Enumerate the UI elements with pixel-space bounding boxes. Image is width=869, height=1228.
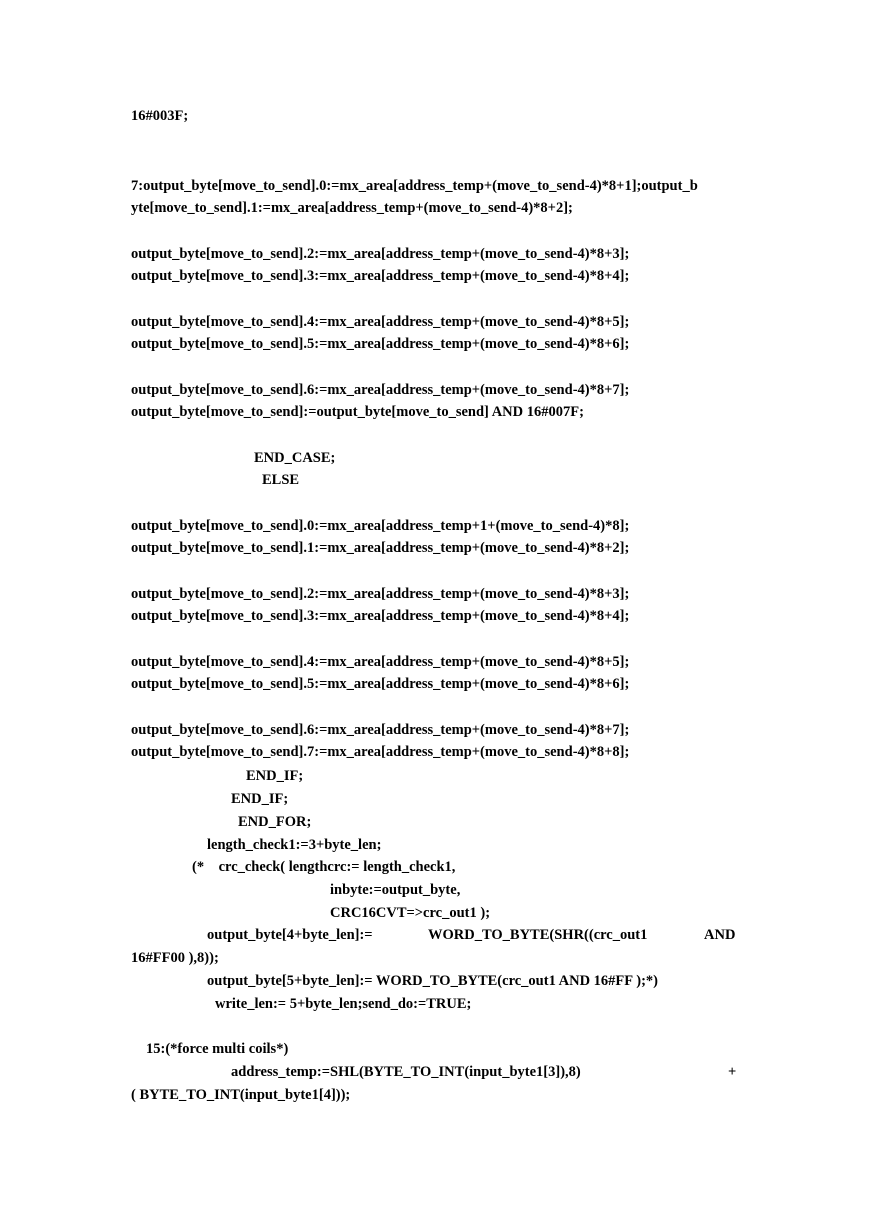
code-line: + — [728, 1064, 737, 1080]
code-line: output_byte[move_to_send].1:=mx_area[address_temp+(move_to_send-4)*8+2]; — [131, 540, 630, 556]
code-line: output_byte[move_to_send].4:=mx_area[address_temp+(move_to_send-4)*8+5]; — [131, 314, 630, 330]
code-line: write_len:= 5+byte_len;send_do:=TRUE; — [215, 996, 472, 1012]
code-line: ( BYTE_TO_INT(input_byte1[4])); — [131, 1087, 351, 1103]
code-line: output_byte[move_to_send].4:=mx_area[address_temp+(move_to_send-4)*8+5]; — [131, 654, 630, 670]
code-line: output_byte[5+byte_len]:= WORD_TO_BYTE(crc_out1 AND 16#FF );*) — [207, 973, 658, 989]
code-line: inbyte:=output_byte, — [330, 882, 461, 898]
code-line: END_IF; — [231, 791, 289, 807]
code-line: output_byte[move_to_send].3:=mx_area[address_temp+(move_to_send-4)*8+4]; — [131, 608, 630, 624]
code-line: output_byte[move_to_send].0:=mx_area[address_temp+1+(move_to_send-4)*8]; — [131, 518, 630, 534]
code-line: output_byte[move_to_send].5:=mx_area[address_temp+(move_to_send-4)*8+6]; — [131, 336, 630, 352]
code-line: output_byte[move_to_send].6:=mx_area[address_temp+(move_to_send-4)*8+7]; — [131, 722, 630, 738]
code-line: output_byte[move_to_send]:=output_byte[move_to_send] AND 16#007F; — [131, 404, 584, 420]
code-line: output_byte[move_to_send].2:=mx_area[address_temp+(move_to_send-4)*8+3]; — [131, 586, 630, 602]
code-line: output_byte[4+byte_len]:= — [207, 927, 373, 943]
code-line: END_FOR; — [238, 814, 312, 830]
code-line: length_check1:=3+byte_len; — [207, 837, 382, 853]
code-line: yte[move_to_send].1:=mx_area[address_temp+(move_to_send-4)*8+2]; — [131, 200, 573, 216]
code-line: 16#003F; — [131, 108, 189, 124]
code-line: output_byte[move_to_send].2:=mx_area[address_temp+(move_to_send-4)*8+3]; — [131, 246, 630, 262]
code-line: output_byte[move_to_send].3:=mx_area[address_temp+(move_to_send-4)*8+4]; — [131, 268, 630, 284]
code-line: END_CASE; — [254, 450, 336, 466]
code-line: 16#FF00 ),8)); — [131, 950, 219, 966]
code-line: output_byte[move_to_send].5:=mx_area[address_temp+(move_to_send-4)*8+6]; — [131, 676, 630, 692]
code-line: output_byte[move_to_send].7:=mx_area[address_temp+(move_to_send-4)*8+8]; — [131, 744, 630, 760]
code-line: WORD_TO_BYTE(SHR((crc_out1 — [428, 927, 648, 943]
code-line: END_IF; — [246, 768, 304, 784]
code-line: (* crc_check( lengthcrc:= length_check1, — [192, 859, 456, 875]
code-line: 7:output_byte[move_to_send].0:=mx_area[address_temp+(move_to_send-4)*8+1];output_b — [131, 178, 698, 194]
code-line: CRC16CVT=>crc_out1 ); — [330, 905, 491, 921]
code-line: address_temp:=SHL(BYTE_TO_INT(input_byte1[3]),8) — [231, 1064, 581, 1080]
code-line: ELSE — [262, 472, 300, 488]
code-line: 15:(*force multi coils*) — [146, 1041, 289, 1057]
code-line: output_byte[move_to_send].6:=mx_area[address_temp+(move_to_send-4)*8+7]; — [131, 382, 630, 398]
code-line: AND — [704, 927, 736, 943]
